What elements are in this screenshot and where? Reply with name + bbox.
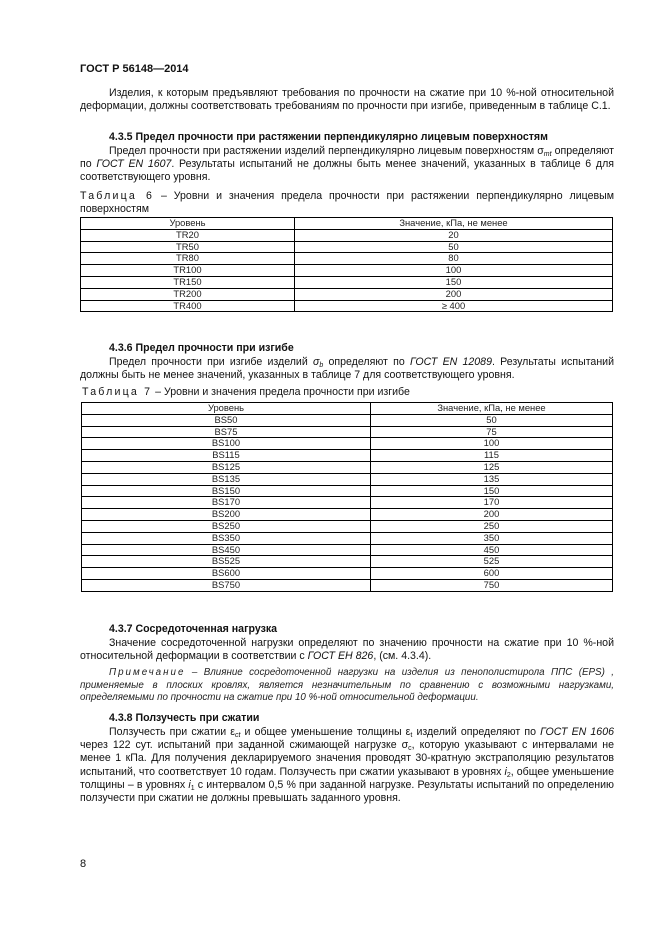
cell-level: TR20 (81, 229, 295, 241)
cell-value: 200 (295, 288, 613, 300)
table-7 (81, 402, 613, 592)
table-6 (80, 217, 613, 312)
table-row (82, 544, 613, 556)
cell-value: 100 (295, 265, 613, 277)
cell-value: 115 (371, 450, 613, 462)
table-row (82, 556, 613, 568)
header-level: Уровень (82, 403, 371, 415)
standard-reference: ГОСТ EN 1607 (96, 158, 172, 171)
cell-value: 150 (371, 485, 613, 497)
table-row (82, 579, 613, 591)
cell-value: 100 (371, 438, 613, 450)
header-level: Уровень (81, 218, 295, 230)
cell-value: 50 (371, 414, 613, 426)
cell-level: TR150 (81, 276, 295, 288)
table-row (81, 276, 613, 288)
cell-level: BS170 (82, 497, 371, 509)
section-4-3-5-heading: 4.3.5 Предел прочности при растяжении перпендикулярно лицевым поверхностям (109, 131, 548, 143)
table-row (81, 253, 613, 265)
cell-level: BS525 (82, 556, 371, 568)
intro-paragraph: Изделия, к которым предъявляют требования по прочности на сжатие при 10 %-ной относительной деформации, должны соответствовать требованиям по прочности при изгибе, приведенным в таблице С.1. (80, 87, 614, 113)
section-4-3-6-heading: 4.3.6 Предел прочности при изгибе (109, 342, 294, 354)
cell-level: BS600 (82, 568, 371, 580)
table-row (81, 288, 613, 300)
table-row (82, 568, 613, 580)
cell-level: BS200 (82, 509, 371, 521)
note-label: Примечание (109, 667, 186, 678)
cell-value: 80 (295, 253, 613, 265)
cell-level: BS150 (82, 485, 371, 497)
cell-level: TR50 (81, 241, 295, 253)
cell-level: TR200 (81, 288, 295, 300)
table-row (81, 265, 613, 277)
standard-reference: ГОСТ EN 12089 (409, 356, 492, 368)
section-4-3-5-paragraph: Предел прочности при растяжении изделий перпендикулярно лицевым поверхностям $\sigma_{mt}$ определяют по ГОСТ EN 1607. Результаты испытаний не должны быть менее значений, указанных в таблице 6 для соответствующего уровня. (80, 145, 615, 184)
table-row (82, 532, 613, 544)
cell-value: 200 (371, 509, 613, 521)
section-4-3-7-paragraph: Значение сосредоточенной нагрузки определяют по значению прочности на сжатие при 10 %-ной относительной деформации в соответствии с ГОСТ ЕН 826, (см. 4.3.4). (80, 637, 614, 663)
cell-level: BS50 (82, 414, 371, 426)
cell-value: ≥ 400 (295, 300, 613, 312)
section-4-3-8-heading: 4.3.8 Ползучесть при сжатии (109, 712, 260, 724)
table-row (81, 229, 613, 241)
cell-level: BS750 (82, 579, 371, 591)
section-4-3-7-heading: 4.3.7 Сосредоточенная нагрузка (109, 623, 278, 635)
cell-value: 600 (371, 568, 613, 580)
cell-value: 450 (371, 544, 613, 556)
header-value: Значение, кПа, не менее (295, 218, 613, 230)
table-row (82, 450, 613, 462)
cell-value: 75 (371, 426, 613, 438)
cell-value: 20 (295, 229, 613, 241)
table-row (82, 497, 613, 509)
table-header-row (81, 218, 613, 230)
cell-level: BS250 (82, 520, 371, 532)
cell-level: BS115 (82, 450, 371, 462)
cell-value: 170 (371, 497, 613, 509)
cell-level: BS135 (82, 473, 371, 485)
document-code-header: ГОСТ Р 56148—2014 (80, 63, 189, 75)
cell-level: TR400 (81, 300, 295, 312)
page-number: 8 (80, 858, 87, 870)
cell-value: 125 (371, 461, 613, 473)
table-row (82, 438, 613, 450)
cell-value: 50 (295, 241, 613, 253)
cell-level: TR100 (81, 265, 295, 277)
table-row (81, 300, 613, 312)
table-row (82, 426, 613, 438)
cell-level: TR80 (81, 253, 295, 265)
cell-value: 750 (371, 579, 613, 591)
cell-level: BS100 (82, 438, 371, 450)
table-row (82, 461, 613, 473)
table-row (82, 509, 613, 521)
standard-reference: ГОСТ EN 1606 (540, 726, 614, 738)
table-6-caption: Таблица 6 – Уровни и значения предела прочности при растяжении перпендикулярно лицевым поверхностям (80, 190, 615, 215)
table-row (82, 414, 613, 426)
cell-value: 250 (371, 520, 613, 532)
cell-value: 350 (371, 532, 613, 544)
header-value: Значение, кПа, не менее (371, 403, 613, 415)
standard-reference: ГОСТ ЕН 826 (307, 650, 374, 663)
table-row (82, 485, 613, 497)
note-paragraph: Примечание – Влияние сосредоточенной нагрузки на изделия из пенополистирола ППС (EPS) , применяемые в плоских кровлях, является незначительным по сравнению с возможными нагрузками, определяемыми по прочности на сжатие при 10 %-ной относительной деформации. (80, 667, 614, 703)
cell-value: 135 (371, 473, 613, 485)
table-row (82, 520, 613, 532)
section-4-3-6-paragraph: Предел прочности при изгибе изделий $\sigma_b$ определяют по ГОСТ EN 12089. Результаты испытаний должны быть не менее значений, указанных в таблице 7 для соответствующего уровня. (80, 356, 615, 382)
cell-value: 150 (295, 276, 613, 288)
table-row (82, 473, 613, 485)
table-7-caption: Таблица 7 – Уровни и значения предела прочности при изгибе (82, 386, 410, 398)
cell-level: BS350 (82, 532, 371, 544)
cell-level: BS450 (82, 544, 371, 556)
table-header-row (82, 403, 613, 415)
section-4-3-8-paragraph: Ползучесть при сжатии $\varepsilon_{ct}$ и общее уменьшение толщины $\varepsilon_t$ изделий определяют по ГОСТ EN 1606 через 122 сут. испытаний при заданной сжимающей нагрузке $\sigma_c$, которую указывают с интервалами не менее 1 кПа. Для получения декларируемого значения проводят 30-кратную экстраполяцию результатов испытаний, что соответствует 10 годам. Ползучесть при сжатии указывают в уровнях $i_2$, общее уменьшение толщины – в уровнях $i_1$ с интервалом 0,5 % при заданной нагрузке. Результаты испытаний по определению ползучести при сжатии не должны превышать заданного уровня. (80, 726, 614, 805)
table-row (81, 241, 613, 253)
cell-value: 525 (371, 556, 613, 568)
cell-level: BS125 (82, 461, 371, 473)
cell-level: BS75 (82, 426, 371, 438)
